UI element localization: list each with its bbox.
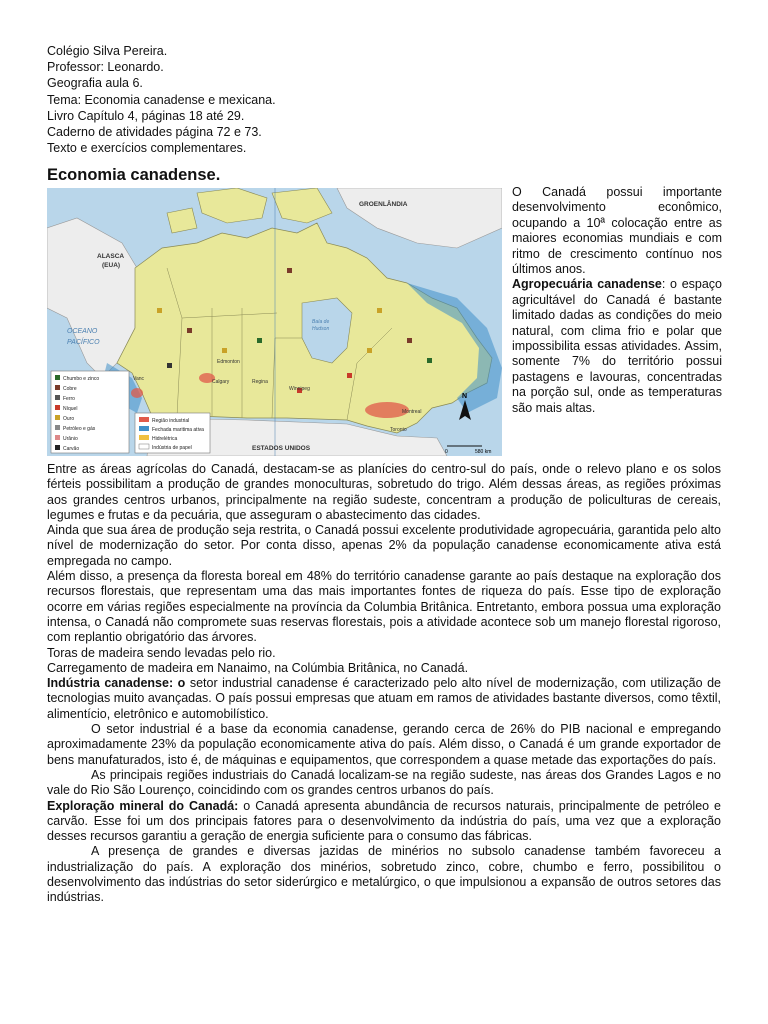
map-legend-right bbox=[135, 413, 210, 453]
city-winnipeg: Winnipeg bbox=[289, 386, 310, 392]
city-edmonton: Edmonton bbox=[217, 359, 240, 365]
legend-uranium: Urânio bbox=[63, 436, 78, 442]
legend-gold: Ouro bbox=[63, 416, 75, 422]
caption-2: Carregamento de madeira em Nanaimo, na Colúmbia Britânica, no Canadá. bbox=[47, 660, 469, 675]
paragraph-7: As principais regiões industriais do Canadá localizam-se na região sudeste, nas áreas dos Grandes Lagos e no vale do Rio São Lourenço, coincidindo com os grandes centros urbanos do país. bbox=[47, 767, 721, 798]
mineral-paragraph bbox=[47, 799, 721, 845]
agro-text: : o espaço agricultável do Canadá é bastante limitado dadas as condições do meio natural, com clima frio e polar que impossibilita essas atividades. Assim, somente 7% do território possui pastagens e lavouras, concentradas na porção sul, onde as temperaturas são mais altas. bbox=[512, 277, 722, 415]
subject-line: Geografia aula 6. bbox=[47, 76, 143, 91]
extra-line: Texto e exercícios complementares. bbox=[47, 141, 247, 156]
alaska-eua-label: (EUA) bbox=[102, 262, 121, 269]
ocean-label-2: PACÍFICO bbox=[67, 339, 100, 346]
mineral-label: Exploração mineral do Canadá: bbox=[47, 798, 239, 813]
map-legend-left bbox=[51, 371, 129, 453]
city-regina: Regina bbox=[252, 379, 268, 385]
paragraph-8: A presença de grandes e diversas jazidas de minérios no subsolo canadense também favoreceu a industrialização do país. A exploração dos minérios, sobretudo zinco, cobre, chumbo e ferro, possibilitou o desenvolvimento das indústrias do setor siderúrgico e metalúrgico, o que impulsionou a expansão de outros setores das indústrias. bbox=[47, 844, 721, 905]
legend-oil-gas: Petróleo e gás bbox=[63, 426, 96, 432]
agro-label: Agropecuária canadense bbox=[512, 277, 662, 292]
svg-text:N: N bbox=[462, 393, 468, 400]
city-toronto: Toronto bbox=[390, 427, 407, 433]
legend-hydroelectric: Hidrelétrica bbox=[152, 436, 178, 442]
body-text bbox=[47, 462, 721, 906]
theme-line: Tema: Economia canadense e mexicana. bbox=[47, 92, 276, 107]
industrial-region-west bbox=[131, 388, 143, 398]
paragraph-1: Entre as áreas agrícolas do Canadá, destacam-se as planícies do centro-sul do país, onde o relevo plano e os solos férteis possibilitam a produção de grandes monoculturas, sobretudo do trigo. Além dessas áreas, as regiões próximas aos grandes centros urbanos, principalmente na região sudeste, concentram a produção de policulturas de cereais, legumes e frutas e da pecuária, que asseguram o abastecimento das cidades. bbox=[47, 462, 721, 522]
legend-iron: Ferro bbox=[63, 396, 75, 402]
paragraph-3: Além disso, a presença da floresta boreal em 48% do território canadense garante ao país destaque na exploração dos recursos florestais, que representam uma das mais importantes fontes de riqueza do país. Esse tipo de exploração ocorre em várias regiões especialmente na província da Columbia Britânica. Entretanto, embora possua uma exploração intensa, o Canadá não compromete suas reservas florestais, pois a atividade acontece sob um manejo florestal rigoroso, com replantio obrigatório das árvores. bbox=[47, 569, 721, 645]
svg-text:0: 0 bbox=[445, 449, 448, 455]
document-header bbox=[47, 43, 276, 156]
legend-coal: Carvão bbox=[63, 446, 80, 452]
ocean-label-1: OCEANO bbox=[67, 328, 98, 335]
usa-label: ESTADOS UNIDOS bbox=[252, 445, 311, 452]
city-vancouver: Vanc bbox=[133, 376, 145, 382]
paragraph-6: O setor industrial é a base da economia canadense, gerando cerca de 26% do PIB nacional e empregando aproximadamente 23% da população economicamente ativa do país. Além disso, o Canadá é um grande exportador de bens manufaturados, isto é, de máquinas e equipamentos, que correspondem a quase metade das exportações do país. bbox=[47, 722, 721, 767]
section-title: Economia canadense. bbox=[47, 166, 221, 184]
industry-label: Indústria canadense: o bbox=[47, 676, 186, 691]
side-column bbox=[512, 185, 722, 416]
city-montreal: Montreal bbox=[402, 409, 422, 415]
canada-economy-map bbox=[47, 188, 502, 456]
hudson-label-2: Hudson bbox=[312, 326, 330, 332]
legend-paper-industry: Indústria de papel bbox=[152, 445, 192, 451]
legend-copper: Cobre bbox=[63, 386, 77, 392]
book-line: Livro Capítulo 4, páginas 18 até 29. bbox=[47, 108, 245, 123]
mineral-text: o Canadá apresenta abundância de recursos naturais, principalmente de petróleo e carvão. Esse foi um dos principais fatores para o desenvolvimento da indústria do país, uma vez que a exploração desses recursos garantiu a geração de energia suficiente para o consumo das fábricas. bbox=[47, 798, 722, 844]
school-line: Colégio Silva Pereira. bbox=[47, 44, 168, 58]
svg-text:580 km: 580 km bbox=[475, 449, 492, 455]
agro-paragraph bbox=[512, 277, 722, 416]
legend-nickel: Níquel bbox=[63, 406, 78, 412]
workbook-line: Caderno de atividades página 72 e 73. bbox=[47, 125, 262, 140]
hudson-label-1: Baía de bbox=[312, 319, 330, 325]
legend-fishing-zone: Fechada maritima ativa bbox=[152, 427, 204, 433]
paragraph-2: Ainda que sua área de produção seja restrita, o Canadá possui excelente produtividade agropecuária, garantida pelo alto nível de modernização do setor. Por conta disso, apenas 2% da população canadense economicamente ativa está empregada no campo. bbox=[47, 523, 721, 568]
city-calgary: Calgary bbox=[212, 379, 230, 385]
greenland-label: GROENLÂNDIA bbox=[359, 201, 408, 208]
alaska-label: ALASCA bbox=[97, 253, 125, 260]
intro-paragraph: O Canadá possui importante desenvolvimento econômico, ocupando a 10ª colocação entre as maiores economias mundiais e com ritmo de crescimento contínuo nos últimos anos. bbox=[512, 185, 722, 277]
industry-text: setor industrial canadense é caracterizado pelo alto nível de modernização, com utilização de tecnologias muito avançadas. O país possui empresas que atuam em ramos de atividades bastante diversos, como têxtil, alimentício, eletrônico e automobilístico. bbox=[47, 676, 721, 721]
legend-industrial-region: Região industrial bbox=[152, 418, 190, 424]
caption-1: Toras de madeira sendo levadas pelo rio. bbox=[47, 645, 276, 660]
legend-lead-zinc: Chumbo e zinco bbox=[63, 376, 100, 382]
industry-paragraph bbox=[47, 676, 721, 722]
teacher-line: Professor: Leonardo. bbox=[47, 60, 164, 75]
